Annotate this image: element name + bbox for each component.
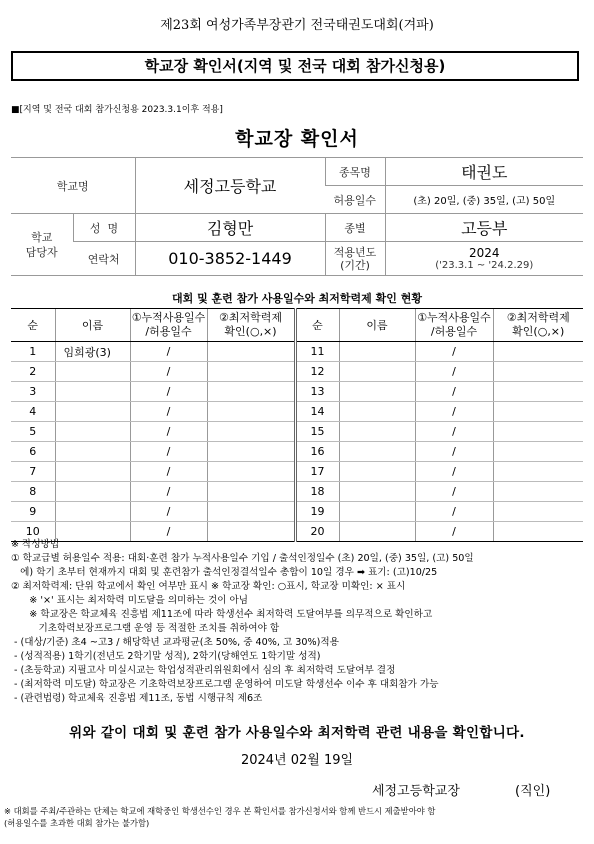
instruction-line: 에) 학기 초부터 현재까지 대회 및 훈련참가 출석인정결석일수 총합이 10일 경우 ➡ 표기: (고)10/25 [11, 567, 438, 578]
row-check [207, 342, 295, 362]
row-days: / [130, 362, 207, 382]
col-name-header: 이름 [55, 309, 130, 342]
row-name [55, 402, 130, 422]
contact-value: 010-3852-1449 [135, 242, 325, 276]
table-row [11, 462, 583, 482]
row-days: / [130, 462, 207, 482]
row-no: 20 [295, 522, 339, 542]
table-row [11, 502, 583, 522]
records-header-row [11, 309, 583, 342]
row-check [207, 462, 295, 482]
row-name [339, 462, 415, 482]
row-days: / [130, 482, 207, 502]
row-days: / [130, 502, 207, 522]
row-no: 7 [11, 462, 55, 482]
sport-value: 태권도 [385, 158, 583, 186]
row-no: 1 [11, 342, 55, 362]
section-title: 대회 및 훈련 참가 사용일수와 최저학력제 확인 현황 [172, 292, 422, 305]
col-check-header: ②최저학력제 확인(○,×) [493, 309, 583, 342]
row-name [339, 362, 415, 382]
table-row [11, 422, 583, 442]
school-name: 세정고등학교 [135, 158, 325, 214]
allowed-days-value: (초) 20일, (중) 35일, (고) 50일 [385, 186, 583, 214]
year-period: ('23.3.1 ~ '24.2.29) [435, 260, 534, 271]
row-no: 12 [295, 362, 339, 382]
row-days: / [415, 422, 493, 442]
school-label: 학교명 [11, 158, 135, 214]
table-row [11, 482, 583, 502]
row-name [55, 482, 130, 502]
seal-placeholder: (직인) [515, 784, 551, 799]
row-check [207, 382, 295, 402]
col-no-header: 순 [295, 309, 339, 342]
row-days: / [130, 342, 207, 362]
confirmation-text: 위와 같이 대회 및 훈련 참가 사용일수와 최저학력 관련 내용을 확인합니다. [69, 725, 525, 741]
row-days: / [415, 402, 493, 422]
row-name [339, 502, 415, 522]
form-title: 학교장 확인서(지역 및 전국 대회 참가신청용) [11, 51, 579, 81]
instruction-line: ① 학교급별 허용일수 적용: 대회·훈련 참가 누적사용일수 기입 / 출석인정일수 (초) 20일, (중) 35일, (고) 50일 [11, 553, 474, 564]
row-name [339, 342, 415, 362]
row-name [339, 402, 415, 422]
row-check [493, 402, 583, 422]
row-no: 17 [295, 462, 339, 482]
row-no: 3 [11, 382, 55, 402]
row-name [339, 422, 415, 442]
row-name [339, 442, 415, 462]
row-no: 18 [295, 482, 339, 502]
row-days: / [415, 382, 493, 402]
row-days: / [415, 442, 493, 462]
col-name-header: 이름 [339, 309, 415, 342]
instruction-line: ※ 작성방법 [11, 539, 60, 550]
row-no: 10 [11, 522, 55, 542]
event-title: 제23회 여성가족부장관기 전국태권도대회(겨파) [160, 18, 434, 33]
row-no: 2 [11, 362, 55, 382]
row-name: 임희광(3) [55, 342, 130, 362]
row-check [493, 482, 583, 502]
instruction-line: ※ '×' 표시는 최저학력 미도달을 의미하는 것이 아님 [11, 595, 249, 606]
row-name [55, 462, 130, 482]
row-name [55, 502, 130, 522]
row-days: / [415, 462, 493, 482]
row-name [55, 362, 130, 382]
name-value: 김형만 [135, 214, 325, 242]
confirmation-date: 2024년 02월 19일 [240, 753, 354, 768]
row-no: 11 [295, 342, 339, 362]
row-name [55, 442, 130, 462]
row-days: / [130, 422, 207, 442]
col-days-header: ①누적사용일수 /허용일수 [415, 309, 493, 342]
col-check-header: ②최저학력제 확인(○,×) [207, 309, 295, 342]
row-no: 5 [11, 422, 55, 442]
contact-label: 연락처 [73, 242, 135, 276]
instruction-line: ② 최저학력제: 단위 학교에서 확인 여부만 표시 ※ 학교장 확인: ○표시, 학교장 미확인: × 표시 [11, 581, 406, 592]
table-row [11, 442, 583, 462]
row-check [493, 502, 583, 522]
signer: 세정고등학교장 [372, 784, 460, 799]
name-label: 성 명 [73, 214, 135, 242]
row-no: 6 [11, 442, 55, 462]
row-days: / [415, 342, 493, 362]
allowed-days-label: 허용일수 [325, 186, 385, 214]
row-check [207, 442, 295, 462]
row-no: 14 [295, 402, 339, 422]
row-no: 19 [295, 502, 339, 522]
row-no: 9 [11, 502, 55, 522]
row-check [493, 442, 583, 462]
table-row [11, 382, 583, 402]
row-check [493, 342, 583, 362]
row-days: / [130, 522, 207, 542]
row-check [207, 422, 295, 442]
instructions [11, 538, 586, 706]
school-info-table [11, 157, 583, 276]
year-cell [385, 242, 583, 276]
sport-label: 종목명 [325, 158, 385, 186]
row-check [493, 362, 583, 382]
row-check [493, 422, 583, 442]
col-days-header: ①누적사용일수 /허용일수 [130, 309, 207, 342]
records-table [11, 308, 583, 542]
row-days: / [130, 402, 207, 422]
instruction-line: - (최저학력 미도달) 학교장은 기초학력보장프로그램 운영하여 미도달 학생선수 이수 후 대회참가 가능 [11, 679, 439, 690]
row-days: / [415, 502, 493, 522]
table-row [11, 362, 583, 382]
row-name [339, 482, 415, 502]
instruction-line: ※ 학교장은 학교체육 진흥법 제11조에 따라 학생선수 최저학력 도달여부를 의무적으로 확인하고 [11, 609, 433, 620]
row-check [207, 502, 295, 522]
row-days: / [415, 482, 493, 502]
table-row [11, 402, 583, 422]
instruction-line: - (관련법령) 학교체육 진흥법 제11조, 동법 시행규칙 제6조 [11, 693, 263, 704]
row-check [207, 362, 295, 382]
row-no: 4 [11, 402, 55, 422]
row-check [207, 402, 295, 422]
category-label: 종별 [325, 214, 385, 242]
manager-label: 학교 담당자 [11, 214, 73, 276]
row-name [55, 422, 130, 442]
row-days: / [130, 442, 207, 462]
col-no-header: 순 [11, 309, 55, 342]
row-check [493, 382, 583, 402]
year-value: 2024 [468, 246, 500, 260]
row-no: 13 [295, 382, 339, 402]
applicability-note: ■[지역 및 전국 대회 참가신청용 2023.3.1이후 적용] [11, 105, 223, 115]
row-name [339, 382, 415, 402]
row-check [207, 482, 295, 502]
instruction-line: - (초등학교) 지필고사 미실시교는 학업성적관리위원회에서 심의 후 최저학력 도달여부 결정 [11, 665, 396, 676]
row-no: 8 [11, 482, 55, 502]
row-no: 15 [295, 422, 339, 442]
main-heading: 학교장 확인서 [235, 128, 359, 150]
footer-note: ※ 대회를 주최/주관하는 단체는 학교에 재학중인 학생선수인 경우 본 확인서를 참가신청서와 함께 반드시 제출받아야 함 (허용일수를 초과한 대회 참가는 불가함) [4, 806, 436, 828]
row-days: / [415, 522, 493, 542]
row-no: 16 [295, 442, 339, 462]
instruction-line: 기초학력보장프로그램 운영 등 적절한 조치를 취하여야 함 [11, 623, 280, 634]
instruction-line: - (대상/기준) 초4 ~고3 / 해당학년 교과평균(초 50%, 중 40%, 고 30%)적용 [11, 637, 339, 648]
table-row [11, 342, 583, 362]
row-days: / [415, 362, 493, 382]
year-label: 적용년도 (기간) [325, 242, 385, 276]
category-value: 고등부 [385, 214, 583, 242]
row-days: / [130, 382, 207, 402]
row-check [493, 462, 583, 482]
instruction-line: - (성적적용) 1학기(전년도 2학기말 성적), 2학기(당해연도 1학기말 성적) [11, 651, 321, 662]
row-name [55, 382, 130, 402]
